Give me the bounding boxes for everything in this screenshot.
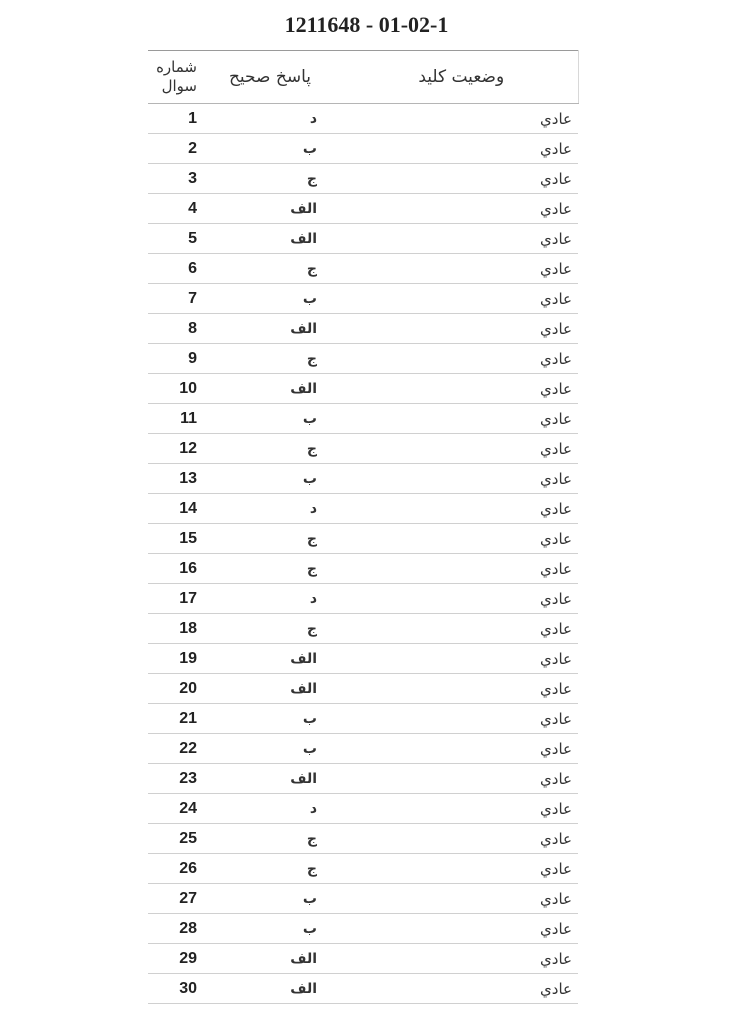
question-number-cell: 1	[148, 104, 200, 134]
correct-answer-cell: ج	[200, 854, 325, 884]
header-row	[148, 51, 578, 104]
correct-answer-cell: ب	[200, 704, 325, 734]
question-number-cell: 18	[148, 614, 200, 644]
correct-answer-cell: الف	[200, 194, 325, 224]
table-row	[148, 344, 578, 374]
table-row	[148, 254, 578, 284]
key-status-cell: عادي	[325, 524, 578, 554]
question-number-cell: 3	[148, 164, 200, 194]
key-status-cell: عادي	[325, 584, 578, 614]
table-row	[148, 464, 578, 494]
column-header-question-number: شماره سوال	[148, 51, 200, 104]
key-status-cell: عادي	[325, 914, 578, 944]
key-status-cell: عادي	[325, 194, 578, 224]
key-status-cell: عادي	[325, 794, 578, 824]
correct-answer-cell: د	[200, 104, 325, 134]
table-row	[148, 134, 578, 164]
table-row	[148, 104, 578, 134]
key-status-cell: عادي	[325, 644, 578, 674]
question-number-cell: 9	[148, 344, 200, 374]
question-number-cell: 19	[148, 644, 200, 674]
key-status-cell: عادي	[325, 314, 578, 344]
table-row	[148, 284, 578, 314]
correct-answer-cell: الف	[200, 374, 325, 404]
table-row	[148, 674, 578, 704]
correct-answer-cell: ب	[200, 404, 325, 434]
correct-answer-cell: الف	[200, 944, 325, 974]
correct-answer-cell: ج	[200, 614, 325, 644]
question-number-cell: 22	[148, 734, 200, 764]
correct-answer-cell: د	[200, 494, 325, 524]
correct-answer-cell: ب	[200, 914, 325, 944]
correct-answer-cell: ب	[200, 464, 325, 494]
table-header	[148, 51, 578, 104]
key-status-cell: عادي	[325, 944, 578, 974]
table-row	[148, 974, 578, 1004]
question-number-cell: 15	[148, 524, 200, 554]
key-status-cell: عادي	[325, 974, 578, 1004]
key-status-cell: عادي	[325, 734, 578, 764]
table-row	[148, 224, 578, 254]
key-status-cell: عادي	[325, 104, 578, 134]
correct-answer-cell: د	[200, 794, 325, 824]
question-number-cell: 16	[148, 554, 200, 584]
table-row	[148, 704, 578, 734]
question-number-cell: 7	[148, 284, 200, 314]
question-number-cell: 28	[148, 914, 200, 944]
correct-answer-cell: الف	[200, 224, 325, 254]
correct-answer-cell: ج	[200, 824, 325, 854]
question-number-cell: 5	[148, 224, 200, 254]
question-number-cell: 26	[148, 854, 200, 884]
key-status-cell: عادي	[325, 254, 578, 284]
column-header-key-status: وضعیت کلید	[325, 51, 578, 104]
correct-answer-cell: ب	[200, 134, 325, 164]
table-body	[148, 104, 578, 1004]
question-number-cell: 10	[148, 374, 200, 404]
table-row	[148, 824, 578, 854]
table-row	[148, 794, 578, 824]
correct-answer-cell: ب	[200, 284, 325, 314]
key-status-cell: عادي	[325, 674, 578, 704]
table-row	[148, 554, 578, 584]
question-number-cell: 6	[148, 254, 200, 284]
key-status-cell: عادي	[325, 224, 578, 254]
column-header-correct-answer: پاسخ صحیح	[200, 51, 325, 104]
correct-answer-cell: الف	[200, 314, 325, 344]
key-status-cell: عادي	[325, 374, 578, 404]
correct-answer-cell: الف	[200, 974, 325, 1004]
key-status-cell: عادي	[325, 284, 578, 314]
question-number-cell: 8	[148, 314, 200, 344]
question-number-cell: 27	[148, 884, 200, 914]
question-number-cell: 11	[148, 404, 200, 434]
key-status-cell: عادي	[325, 554, 578, 584]
key-status-cell: عادي	[325, 344, 578, 374]
question-number-cell: 17	[148, 584, 200, 614]
key-status-cell: عادي	[325, 854, 578, 884]
table-row	[148, 914, 578, 944]
question-number-cell: 24	[148, 794, 200, 824]
key-status-cell: عادي	[325, 614, 578, 644]
table-row	[148, 884, 578, 914]
question-number-cell: 29	[148, 944, 200, 974]
correct-answer-cell: ب	[200, 734, 325, 764]
table-row	[148, 374, 578, 404]
table-row	[148, 764, 578, 794]
question-number-cell: 23	[148, 764, 200, 794]
question-number-cell: 14	[148, 494, 200, 524]
correct-answer-cell: الف	[200, 674, 325, 704]
table-row	[148, 854, 578, 884]
table-row	[148, 494, 578, 524]
correct-answer-cell: ج	[200, 344, 325, 374]
question-number-cell: 13	[148, 464, 200, 494]
table-row	[148, 314, 578, 344]
question-number-cell: 25	[148, 824, 200, 854]
answer-key-table	[148, 50, 579, 1004]
key-status-cell: عادي	[325, 134, 578, 164]
question-number-cell: 21	[148, 704, 200, 734]
key-status-cell: عادي	[325, 164, 578, 194]
correct-answer-cell: ج	[200, 434, 325, 464]
table-row	[148, 584, 578, 614]
key-status-cell: عادي	[325, 434, 578, 464]
page-title: 1211648 - 01-02-1	[284, 12, 449, 37]
correct-answer-cell: ج	[200, 524, 325, 554]
correct-answer-cell: د	[200, 584, 325, 614]
correct-answer-cell: الف	[200, 644, 325, 674]
table-row	[148, 434, 578, 464]
table-row	[148, 944, 578, 974]
table-row	[148, 614, 578, 644]
table-row	[148, 734, 578, 764]
table-row	[148, 644, 578, 674]
correct-answer-cell: ب	[200, 884, 325, 914]
correct-answer-cell: ج	[200, 554, 325, 584]
question-number-cell: 2	[148, 134, 200, 164]
correct-answer-cell: ج	[200, 164, 325, 194]
key-status-cell: عادي	[325, 494, 578, 524]
correct-answer-cell: الف	[200, 764, 325, 794]
key-status-cell: عادي	[325, 764, 578, 794]
key-status-cell: عادي	[325, 884, 578, 914]
correct-answer-cell: ج	[200, 254, 325, 284]
table-row	[148, 164, 578, 194]
question-number-cell: 30	[148, 974, 200, 1004]
question-number-cell: 20	[148, 674, 200, 704]
question-number-cell: 12	[148, 434, 200, 464]
question-number-cell: 4	[148, 194, 200, 224]
key-status-cell: عادي	[325, 824, 578, 854]
table-row	[148, 194, 578, 224]
table-row	[148, 404, 578, 434]
table-row	[148, 524, 578, 554]
key-status-cell: عادي	[325, 704, 578, 734]
key-status-cell: عادي	[325, 404, 578, 434]
key-status-cell: عادي	[325, 464, 578, 494]
